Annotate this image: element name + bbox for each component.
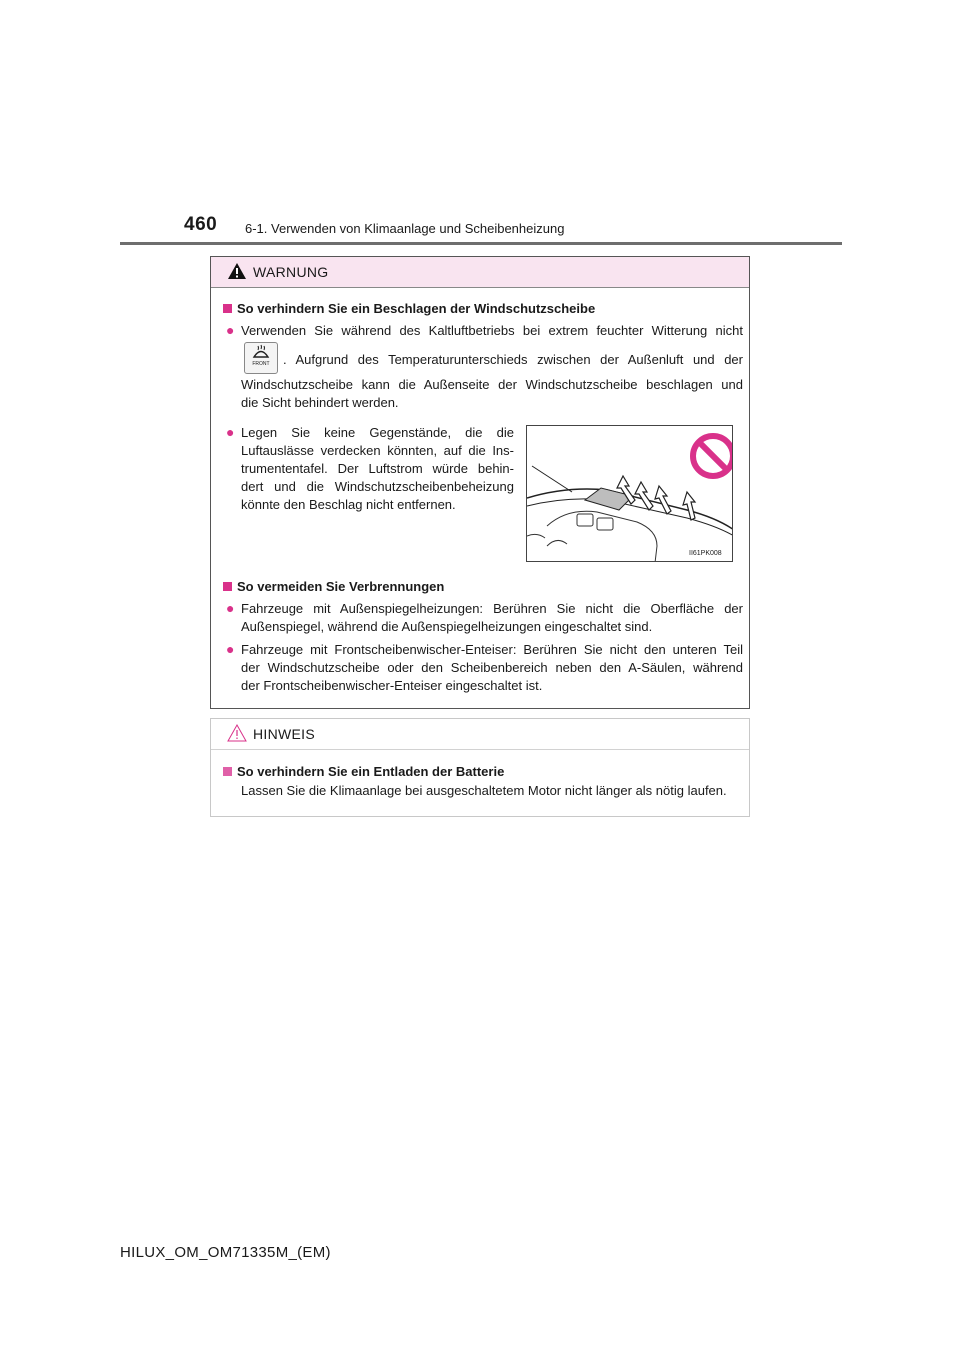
square-bullet-icon xyxy=(223,767,232,776)
text-line: dert und die Windschutzscheibenbeheizung xyxy=(241,479,514,494)
text-line: Verwenden Sie während des Kaltluftbetriebs bei extrem feuchter Witterung nicht xyxy=(241,323,743,338)
document-footer: HILUX_OM_OM71335M_(EM) xyxy=(120,1244,331,1261)
note-header xyxy=(211,719,749,750)
text-line: der Windschutzscheibe oder den Scheibenbereich neben den A-Säulen, während xyxy=(241,660,743,675)
text-line: Luftauslässe verdecken könnten, auf die Ins- xyxy=(241,443,514,458)
text-line: . Aufgrund des Temperaturunterschieds zwischen der Außenluft und der xyxy=(283,352,743,367)
warning-title: WARNUNG xyxy=(253,264,329,280)
text-line: Windschutzscheibe kann die Außenseite der Windschutzscheibe beschlagen und xyxy=(241,377,743,392)
text-line: die Sicht behindert werden. xyxy=(241,395,399,410)
circle-bullet-icon: ● xyxy=(226,600,235,616)
battery-text: Lassen Sie die Klimaanlage bei ausgeschaltetem Motor nicht länger als nötig laufen. xyxy=(241,783,727,798)
warning-triangle-icon xyxy=(227,262,247,280)
circle-bullet-icon: ● xyxy=(226,641,235,657)
square-bullet-icon xyxy=(223,582,232,591)
front-defroster-button-icon: FRONT xyxy=(244,342,278,374)
header-divider xyxy=(120,242,842,245)
note-title: HINWEIS xyxy=(253,726,315,742)
text-line: Fahrzeuge mit Außenspiegelheizungen: Berühren Sie nicht die Oberfläche der xyxy=(241,601,743,616)
fog-heading: So verhindern Sie ein Beschlagen der Windschutzscheibe xyxy=(223,300,595,319)
square-bullet-icon xyxy=(223,304,232,313)
dashboard-illustration xyxy=(526,425,733,562)
page-header xyxy=(0,0,960,250)
text-line: der Frontscheibenwischer-Enteiser eingeschaltet ist. xyxy=(241,678,543,693)
text-line: Legen Sie keine Gegenstände, die die xyxy=(241,425,514,440)
warning-box xyxy=(210,256,750,709)
dashboard-drawing xyxy=(527,426,733,562)
page-number: 460 xyxy=(184,214,218,235)
note-box xyxy=(210,718,750,817)
illustration-code: II61PK008 xyxy=(689,550,722,557)
section-title: 6-1. Verwenden von Klimaanlage und Scheibenheizung xyxy=(245,221,565,236)
circle-bullet-icon: ● xyxy=(226,424,235,440)
warning-header xyxy=(211,257,749,288)
text-line: trumententafel. Der Luftstrom würde behin- xyxy=(241,461,514,476)
text-line: Außenspiegel, während die Außenspiegelheizungen eingeschaltet sind. xyxy=(241,619,653,634)
text-line: könnte den Beschlag nicht entfernen. xyxy=(241,497,456,512)
text-line: Fahrzeuge mit Frontscheibenwischer-Enteiser: Berühren Sie nicht den unteren Teil xyxy=(241,642,743,657)
burn-heading: So vermeiden Sie Verbrennungen xyxy=(223,578,444,597)
battery-heading: So verhindern Sie ein Entladen der Batterie xyxy=(223,763,504,782)
circle-bullet-icon: ● xyxy=(226,322,235,338)
caution-triangle-icon xyxy=(227,724,247,742)
